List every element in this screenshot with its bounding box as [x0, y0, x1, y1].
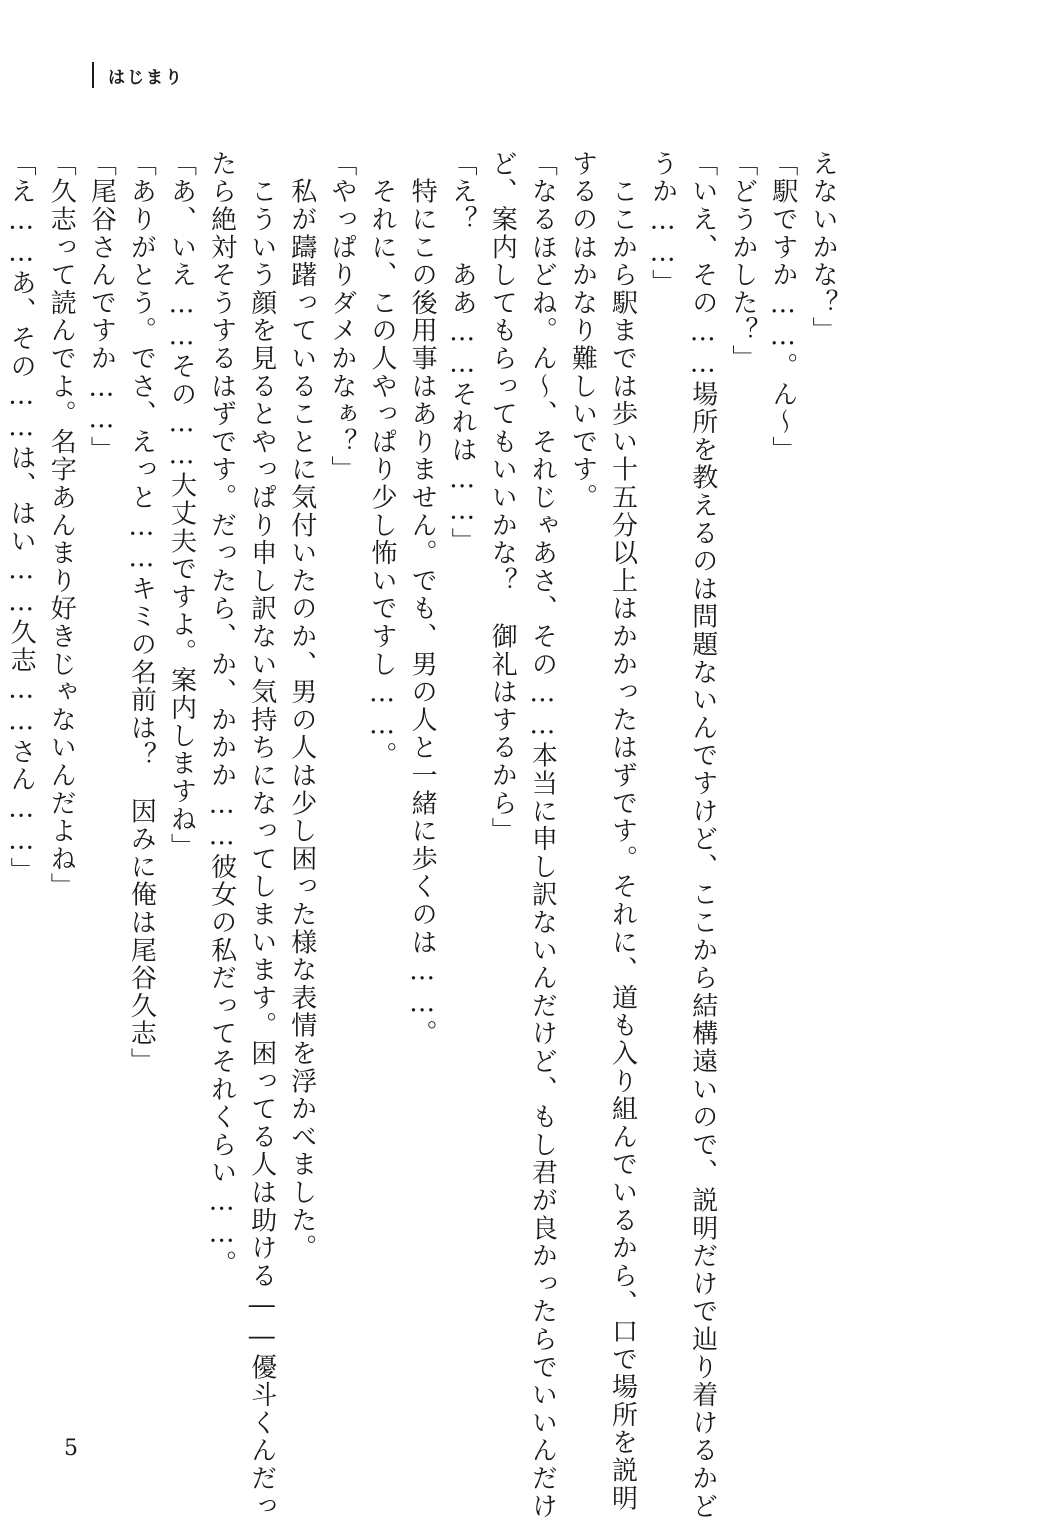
header-rule — [92, 62, 94, 88]
text-line: 「え……あ、その……は、はい……久志……さん……」 — [6, 150, 37, 885]
running-header — [92, 62, 184, 88]
text-line: するのはかなり難しいです。 — [567, 150, 598, 512]
text-line: えないかな？」 — [808, 150, 838, 345]
page-number: 5 — [64, 1436, 78, 1461]
text-line: 特にこの後用事はありません。でも、男の人と一緒に歩くのは……。 — [407, 150, 438, 1048]
text-line: 「尾谷さんですか……」 — [86, 150, 117, 464]
text-line: 「いえ、その……場所を教えるのは問題ないんですけど、ここから結構遠いので、説明だけで辿り着けるかど — [687, 150, 718, 1520]
text-line: 「どうかした？」 — [727, 150, 758, 373]
chapter-title: はじまり — [108, 67, 184, 88]
vertical-text-body — [6, 150, 838, 1520]
text-line: 「やっぱりダメかなぁ？」 — [326, 150, 357, 484]
text-line: 「なるほどね。ん～、それじゃあさ、その……本当に申し訳ないんだけど、もし君が良かったらでいいんだけ — [527, 150, 558, 1520]
text-line: たら絶対そうするはずです。だったら、か、かかか……彼女の私だってそれくらい……。 — [206, 150, 237, 1278]
text-line: ここから駅までは歩い十五分以上はかかったはずです。それに、道も入り組んでいるから、口で場所を説明 — [607, 150, 638, 1513]
text-line: 「久志って読んでよ。名字あんまり好きじゃないんだよね」 — [46, 150, 77, 901]
text-line: こういう顔を見るとやっぱり申し訳ない気持ちになってしまいます。困ってる人は助ける――優斗くんだっ — [246, 150, 277, 1520]
text-line: うか……」 — [647, 150, 678, 297]
text-line: 「あ、いえ……その……大丈夫ですよ。案内しますね」 — [166, 150, 197, 861]
text-line: ど、案内してもらってもいいかな？ 御礼はするから」 — [487, 150, 518, 845]
text-line: それに、この人やっぱり少し怖いですし……。 — [366, 150, 397, 770]
text-line: 「駅ですか……。ん～」 — [767, 150, 798, 464]
text-line: 「ありがとう。でさ、えっと……キミの名前は？ 因みに俺は尾谷久志」 — [126, 150, 157, 1076]
text-line: 私が躊躇っていることに気付いたのか、男の人は少し困った様な表情を浮かべました。 — [286, 150, 317, 1262]
text-line: 「え？ ああ……それは……」 — [447, 150, 478, 556]
